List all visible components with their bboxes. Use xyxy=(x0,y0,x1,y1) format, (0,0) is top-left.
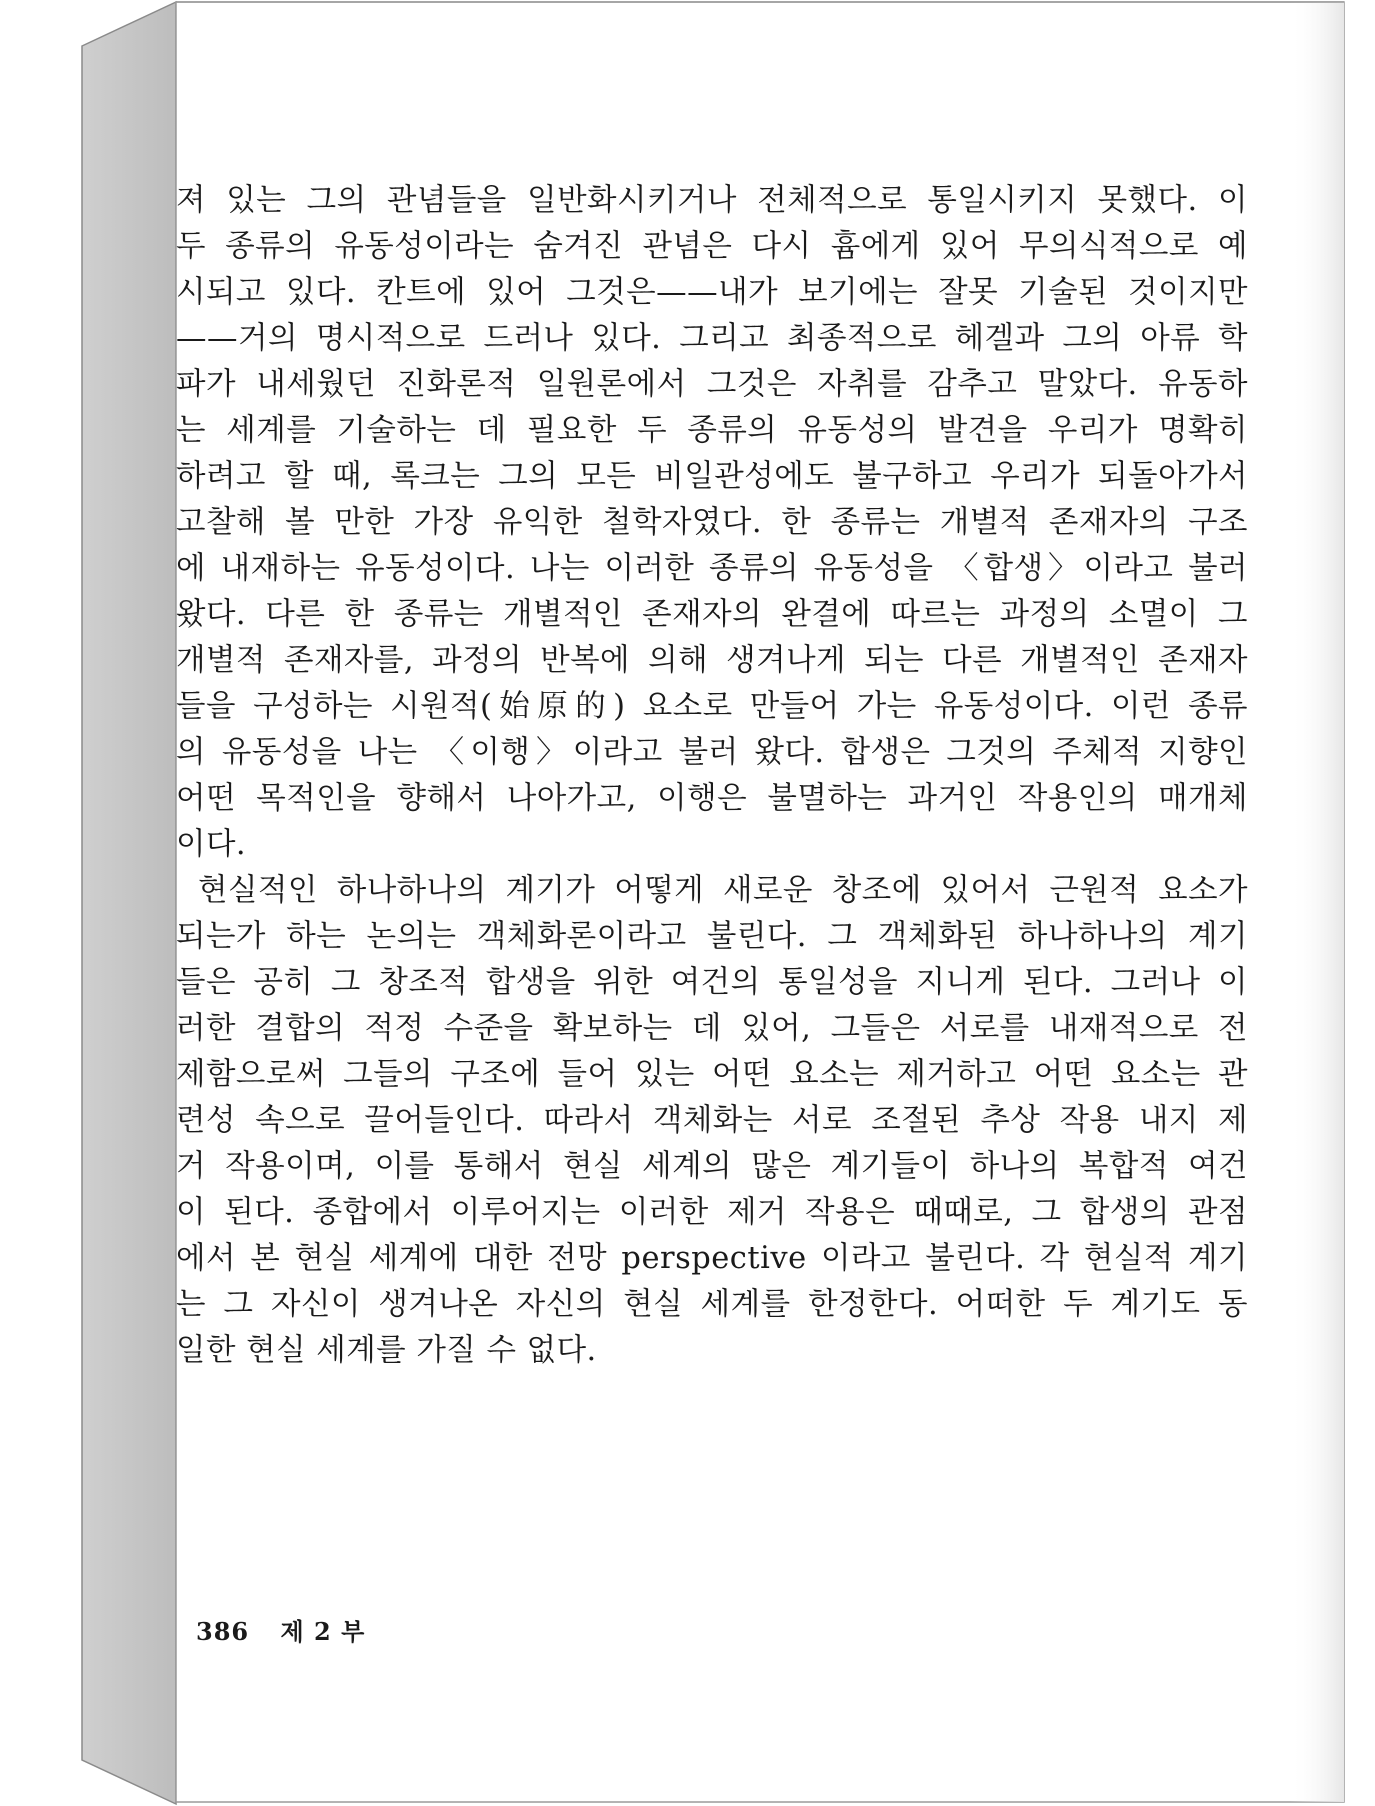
page-footer xyxy=(196,1612,365,1647)
text-line: 이 된다. 종합에서 이루어지는 이러한 제거 작용은 때때로, 그 합생의 관점 xyxy=(176,1195,1248,1230)
text-line: 이다. xyxy=(176,827,247,862)
text-line: 져 있는 그의 관념들을 일반화시키거나 전체적으로 통일시키지 못했다. 이 xyxy=(176,183,1248,218)
text-line: 일한 현실 세계를 가질 수 없다. xyxy=(176,1333,597,1368)
page-number: 386 xyxy=(196,1617,250,1646)
text-line: 는 세계를 기술하는 데 필요한 두 종류의 유동성의 발견을 우리가 명확히 xyxy=(176,413,1248,448)
text-line: 에 내재하는 유동성이다. 나는 이러한 종류의 유동성을 〈합생〉이라고 불러 xyxy=(176,551,1248,586)
paragraph-start-line: 현실적인 하나하나의 계기가 어떻게 새로운 창조에 있어서 근원적 요소가 xyxy=(198,873,1248,908)
text-line: 제함으로써 그들의 구조에 들어 있는 어떤 요소는 제거하고 어떤 요소는 관 xyxy=(176,1057,1248,1092)
text-line: 련성 속으로 끌어들인다. 따라서 객체화는 서로 조절된 추상 작용 내지 제 xyxy=(176,1103,1248,1138)
text-line: 되는가 하는 논의는 객체화론이라고 불린다. 그 객체화된 하나하나의 계기 xyxy=(176,919,1248,954)
text-line: 고찰해 볼 만한 가장 유익한 철학자였다. 한 종류는 개별적 존재자의 구조 xyxy=(176,505,1248,540)
text-line: 는 그 자신이 생겨나온 자신의 현실 세계를 한정한다. 어떠한 두 계기도 동 xyxy=(176,1287,1248,1322)
text-line: 에서 본 현실 세계에 대한 전망 perspective 이라고 불린다. 각 현실적 계기 xyxy=(176,1241,1248,1276)
text-line: 개별적 존재자를, 과정의 반복에 의해 생겨나게 되는 다른 개별적인 존재자 xyxy=(176,643,1248,678)
text-line: 들을 구성하는 시원적(始原的) 요소로 만들어 가는 유동성이다. 이런 종류 xyxy=(176,689,1248,724)
text-line: 의 유동성을 나는 〈이행〉이라고 불러 왔다. 합생은 그것의 주체적 지향인 xyxy=(176,735,1248,770)
book-spine xyxy=(82,2,176,1804)
text-line: 왔다. 다른 한 종류는 개별적인 존재자의 완결에 따르는 과정의 소멸이 그 xyxy=(176,597,1248,632)
text-line: ——거의 명시적으로 드러나 있다. 그리고 최종적으로 헤겔과 그의 아류 학 xyxy=(176,321,1248,356)
text-line: 시되고 있다. 칸트에 있어 그것은——내가 보기에는 잘못 기술된 것이지만 xyxy=(176,275,1248,310)
text-line: 들은 공히 그 창조적 합생을 위한 여건의 통일성을 지니게 된다. 그러나 이 xyxy=(176,965,1248,1000)
page-edge-shade xyxy=(1290,2,1344,1802)
text-line: 어떤 목적인을 향해서 나아가고, 이행은 불멸하는 과거인 작용인의 매개체 xyxy=(176,781,1248,816)
part-label: 제 2 부 xyxy=(280,1617,366,1646)
text-line: 파가 내세웠던 진화론적 일원론에서 그것은 자취를 감추고 말았다. 유동하 xyxy=(176,367,1248,402)
text-line: 거 작용이며, 이를 통해서 현실 세계의 많은 계기들이 하나의 복합적 여건 xyxy=(176,1149,1248,1184)
text-line: 하려고 할 때, 록크는 그의 모든 비일관성에도 불구하고 우리가 되돌아가서 xyxy=(176,459,1248,494)
text-line: 러한 결합의 적정 수준을 확보하는 데 있어, 그들은 서로를 내재적으로 전 xyxy=(176,1011,1248,1046)
text-line: 두 종류의 유동성이라는 숨겨진 관념은 다시 흄에게 있어 무의식적으로 예 xyxy=(176,229,1248,264)
page-body-text xyxy=(176,178,1248,1374)
